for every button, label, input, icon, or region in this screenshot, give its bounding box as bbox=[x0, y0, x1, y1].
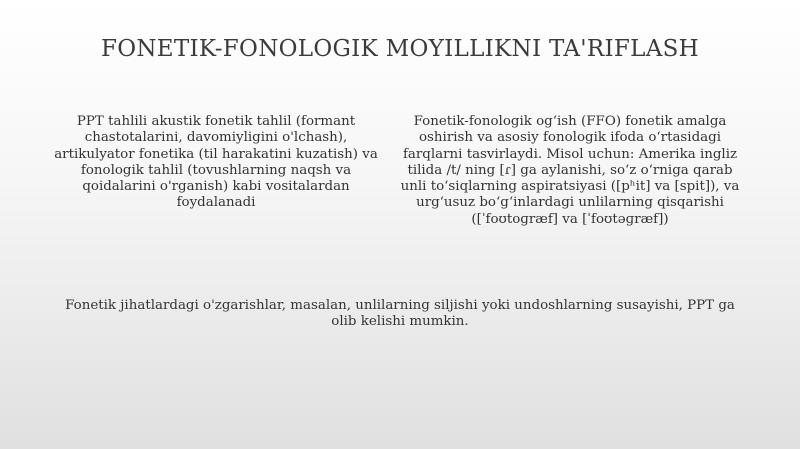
right-text-block: Fonetik-fonologik ogʻish (FFO) fonetik amalga oshirish va asosiy fonologik ifoda oʻrtasidagi farqlarni tasvirlaydi. Misol uchun: Amerika ingliz tilida /t/ ning [ɾ] ga aylanishi, soʻz oʻrniga qarab unli toʻsiqlarning aspiratsiyasi ([pʰit] va [spit]), va urgʻusuz boʻgʻinlardagi unlilarning qisqarishi ([ˈfoʊtoɡræf] va [ˈfoʊtəɡræf]) bbox=[400, 114, 740, 227]
bottom-text-block: Fonetik jihatlardagi o'zgarishlar, masalan, unlilarning siljishi yoki undoshlarning susayishi, PPT ga olib kelishi mumkin. bbox=[65, 298, 735, 330]
left-text-block: PPT tahlili akustik fonetik tahlil (formant chastotalarini, davomiyligini o'lchash), artikulyator fonetika (til harakatini kuzatish) va fonologik tahlil (tovushlarning naqsh va qoidalarini o'rganish) kabi vositalardan foydalanadi bbox=[54, 114, 378, 211]
slide-title: FONETIK-FONOLOGIK MOYILLIKNI TA'RIFLASH bbox=[100, 36, 700, 62]
